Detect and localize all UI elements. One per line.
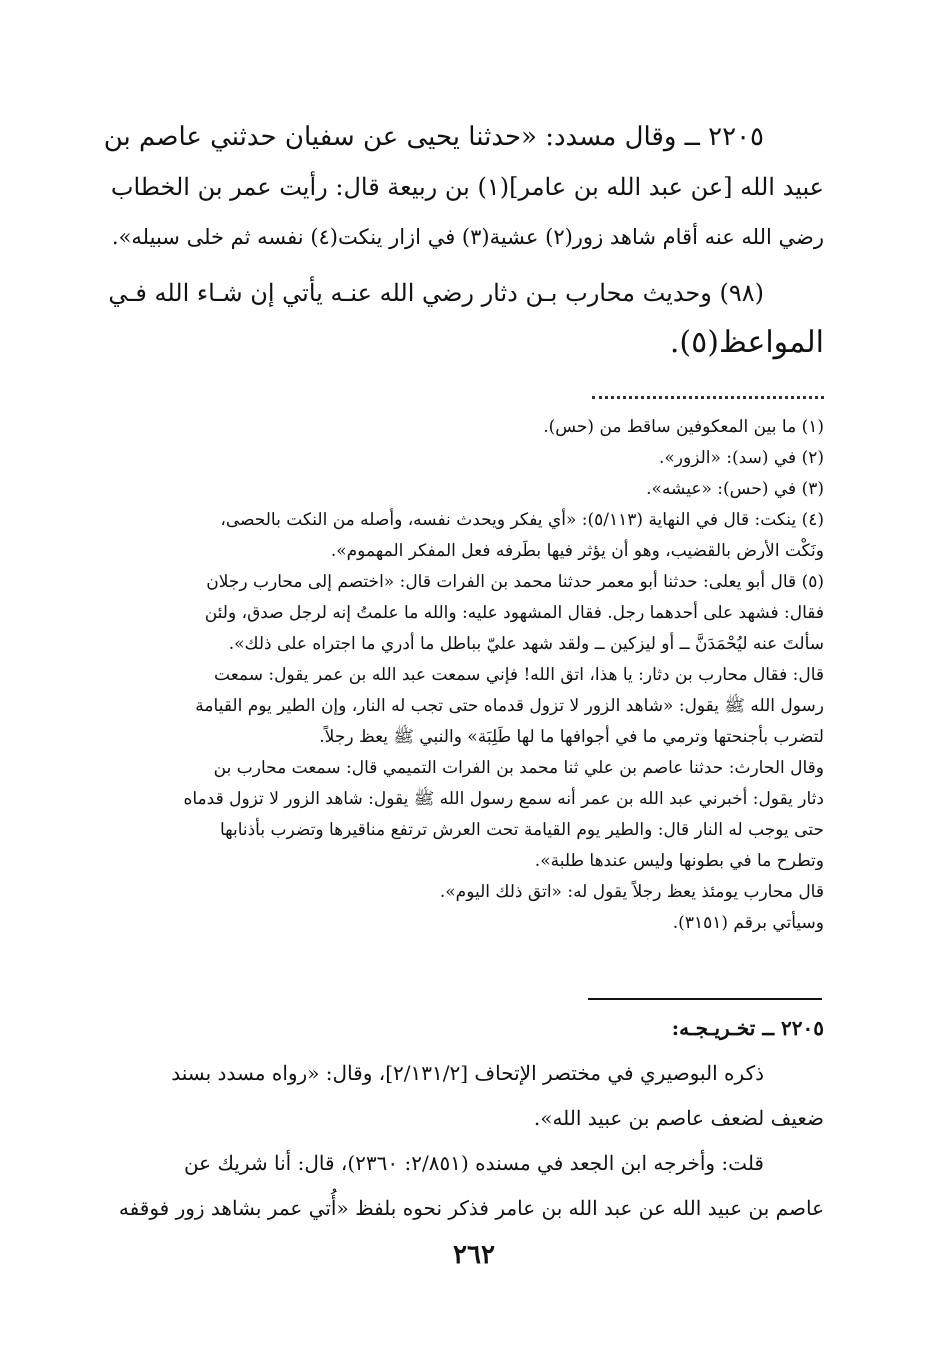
footnote-line: (٣) في (حس): «عيشه». <box>646 479 824 499</box>
footnote-line: قال: فقال محارب بن دثار: يا هذا، اتق الله! فإني سمعت عبد الله بن عمر يقول: سمعت <box>214 665 824 685</box>
footnote-line: حتى يوجب له النار قال: والطير يوم القيامة تحت العرش ترتفع مناقيرها وتضرب بأذنابها <box>219 820 824 840</box>
section-rule <box>588 998 822 1000</box>
footnote-line: (١) ما بين المعكوفين ساقط من (حس). <box>543 417 824 437</box>
takhrij-line: ضعيف لضعف عاصم بن عبيد الله». <box>533 1106 824 1130</box>
footnote-line: وقال الحارث: حدثنا عاصم بن علي ثنا محمد بن الفرات التميمي قال: سمعت محارب بن <box>213 758 824 778</box>
footnote-separator <box>592 396 824 403</box>
note-line: المواعظ(٥). <box>669 325 824 360</box>
footnote-line: دثار يقول: أخبرني عبد الله بن عمر أنه سمع رسول الله ﷺ يقول: شاهد الزور لا تزول قدماه <box>183 789 824 809</box>
note-line: (٩٨) وحديث محارب بـن دثار رضي الله عنـه يأتي إن شـاء الله فـي <box>108 279 764 307</box>
footnotes-block <box>102 412 824 939</box>
footnote-line: ونَكْت الأرض بالقضيب، وهو أن يؤثر فيها بطَرفه فعل المفكر المهموم». <box>330 541 824 561</box>
hadith-line: ٢٢٠٥ ــ وقال مسدد: «حدثنا يحيى عن سفيان حدثني عاصم بن <box>103 122 764 152</box>
footnote-line: رسول الله ﷺ يقول: «شاهد الزور لا تزول قدماه حتى تجب له النار، وإن الطير يوم القيامة <box>195 696 824 716</box>
takhrij-line: قلت: وأخرجه ابن الجعد في مسنده (٢/٨٥١: ٢٣٦٠)، قال: أنا شريك عن <box>183 1151 764 1175</box>
takhrij-line: ذكره البوصيري في مختصر الإتحاف [٢/١٣١/٢]، وقال: «رواه مسدد بسند <box>171 1061 764 1085</box>
footnote-line: فقال: فشهد على أحدهما رجل. فقال المشهود عليه: والله ما علمتُ إنه لرجل صدق، ولئن <box>204 603 824 623</box>
takhrij-line: عاصم بن عبيد الله عن عبد الله بن عامر فذكر نحوه بلفظ «أُتي عمر بشاهد زور فوقفه <box>118 1196 824 1220</box>
footnote-line: وتطرح ما في بطونها وليس عندها طلبة». <box>534 851 824 871</box>
footnote-line: سألتَ عنه ليُحْمَدَنَّ ــ أو ليزكين ــ ولقد شهد عليّ بباطل ما أدري ما اجتراه على ذلك». <box>228 634 824 654</box>
footnote-line: (٤) ينكت: قال في النهاية (٥/١١٣): «أي يفكر ويحدث نفسه، وأصله من النكت بالحصى، <box>220 510 824 530</box>
footnote-line: (٥) قال أبو يعلى: حدثنا أبو معمر حدثنا محمد بن الفرات قال: «اختصم إلى محارب رجلان <box>206 572 824 592</box>
footnote-line: وسيأتي برقم (٣١٥١). <box>672 913 824 933</box>
footnote-line: لتضرب بأجنحتها وترمي ما في أجوافها ما لها طَلِبَة» والنبي ﷺ يعظ رجلاً. <box>319 727 824 747</box>
takhrij-heading: ٢٢٠٥ ــ تخـريـجـه: <box>671 1016 824 1040</box>
hadith-line: رضي الله عنه أقام شاهد زور(٢) عشية(٣) في ازار ينكت(٤) نفسه ثم خلى سبيله». <box>111 225 824 249</box>
page-number: ٢٦٢ <box>453 1240 495 1270</box>
hadith-line: عبيد الله [عن عبد الله بن عامر](١) بن ربيعة قال: رأيت عمر بن الخطاب <box>110 173 824 201</box>
takhrij-block <box>102 1006 824 1231</box>
footnote-line: قال محارب يومئذ يعظ رجلاً يقول له: «اتق ذلك اليوم». <box>439 882 824 902</box>
hadith-block <box>102 112 824 262</box>
footnote-line: (٢) في (سد): «الزور». <box>659 448 824 468</box>
note-block <box>102 268 824 368</box>
